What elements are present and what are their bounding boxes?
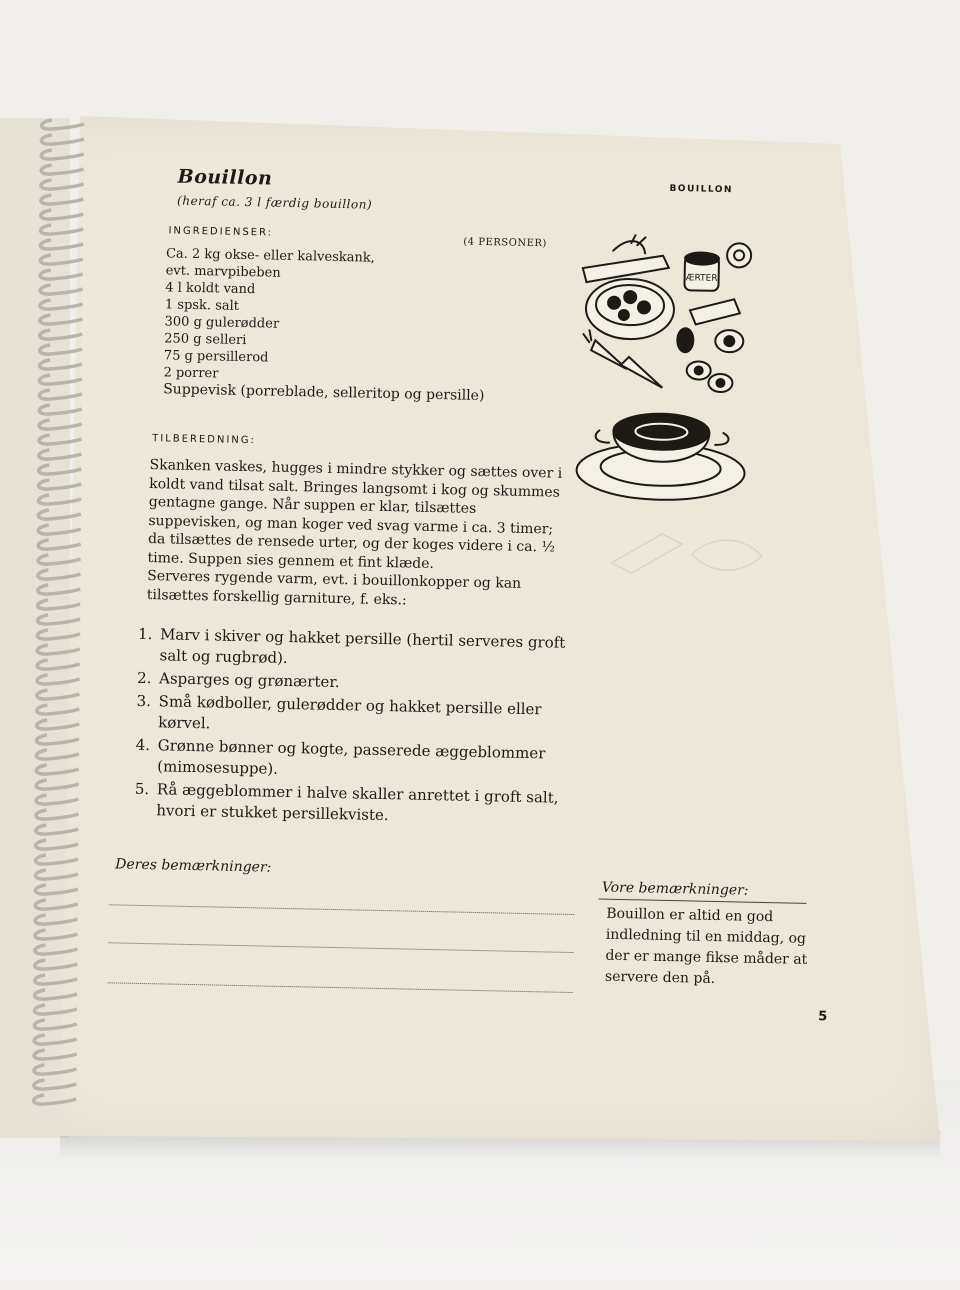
garniture-item bbox=[137, 624, 588, 675]
ingredient-item: 75 g persillerod bbox=[163, 348, 269, 366]
garniture-number: 2. bbox=[136, 668, 152, 688]
ingredient-item: 2 porrer bbox=[163, 365, 219, 382]
soup-ingredients-icon bbox=[568, 230, 774, 524]
ingredient-item: 250 g selleri bbox=[164, 331, 247, 349]
ingredient-item: Suppevisk (porreblade, selleritop og persille) bbox=[163, 381, 485, 405]
garniture-number: 4. bbox=[135, 735, 151, 755]
garniture-list bbox=[134, 624, 588, 832]
garniture-text: Rå æggeblommer i halve skaller anrettet i groft salt, hvori er stukket persillekviste. bbox=[156, 780, 559, 825]
garniture-item bbox=[135, 735, 586, 786]
ingredient-item: 4 l koldt vand bbox=[165, 280, 256, 298]
ingredient-item: Ca. 2 kg okse- eller kalveskank, bbox=[165, 246, 375, 266]
our-notes-label: Vore bemærkninger: bbox=[601, 879, 749, 899]
ingredient-item: 300 g gulerødder bbox=[164, 314, 280, 332]
garniture-item bbox=[136, 691, 587, 742]
preparation-heading: TILBEREDNING: bbox=[152, 433, 257, 447]
garniture-number: 1. bbox=[137, 624, 153, 644]
ingredient-list bbox=[163, 245, 487, 405]
recipe-title: Bouillon bbox=[177, 165, 273, 190]
preparation-paragraph: Skanken vaskes, hugges i mindre stykker og sættes over i koldt vand tilsat salt. Bringes langsomt i kog og skummes gentagne gange. Når suppen er klar, tilsættes suppevisken, og man koger ved svag varme i ca. 3 timer; da tilsættes de rensede urter, og der koges videre i ca. ½ time. Suppen sies gennem et fint klæde. bbox=[147, 457, 563, 572]
ingredients-heading: INGREDIENSER: bbox=[168, 225, 274, 239]
notes-line bbox=[109, 904, 574, 915]
jar-label: ÆRTER bbox=[685, 273, 718, 284]
notes-rule bbox=[599, 899, 807, 904]
servings-label: (4 PERSONER) bbox=[463, 236, 547, 250]
bleed-through-drawing bbox=[601, 523, 772, 587]
notes-line bbox=[109, 942, 574, 953]
garniture-number: 5. bbox=[134, 779, 150, 799]
garniture-text: Asparges og grønærter. bbox=[158, 669, 340, 692]
ingredient-item: 1 spsk. salt bbox=[164, 297, 240, 314]
preparation-paragraph: Serveres rygende varm, evt. i bouillonkopper og kan tilsættes forskellig garniture, f. eks.: bbox=[146, 568, 522, 608]
our-notes-text: Bouillon er altid en god indledning til en middag, og der er mange fikse måder at servere den på. bbox=[604, 905, 808, 987]
recipe-subtitle: (heraf ca. 3 l færdig bouillon) bbox=[176, 193, 373, 212]
ingredient-item: evt. marvpibeben bbox=[165, 263, 281, 281]
garniture-item bbox=[134, 779, 585, 830]
page-number: 5 bbox=[818, 1009, 828, 1025]
garniture-text: Grønne bønner og kogte, passerede æggeblommer (mimosesuppe). bbox=[157, 736, 546, 778]
your-notes-label: Deres bemærkninger: bbox=[115, 856, 272, 876]
garniture-number: 3. bbox=[136, 691, 152, 711]
preparation-text bbox=[147, 456, 570, 613]
garniture-text: Marv i skiver og hakket persille (hertil serveres groft salt og rugbrød). bbox=[159, 625, 566, 667]
garniture-text: Små kødboller, gulerødder og hakket persille eller kørvel. bbox=[158, 692, 542, 733]
running-header: BOUILLON bbox=[669, 183, 734, 196]
notes-line bbox=[108, 982, 573, 993]
